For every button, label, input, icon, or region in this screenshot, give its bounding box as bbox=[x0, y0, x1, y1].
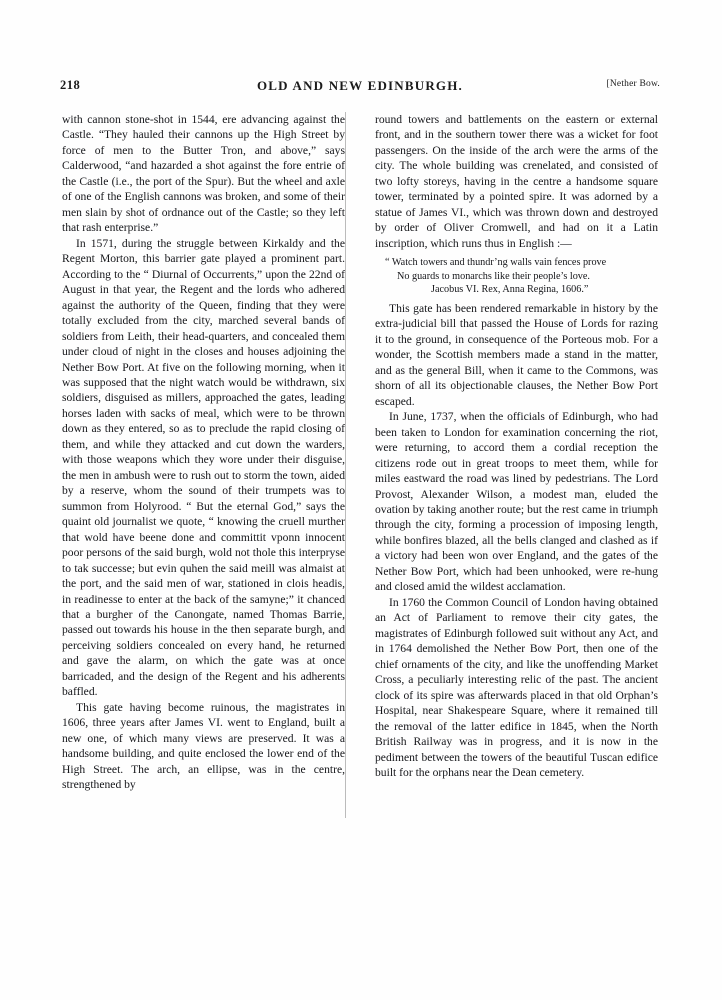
verse-line-2: No guards to monarchs like their people’s love. bbox=[397, 270, 590, 282]
running-title: OLD AND NEW EDINBURGH. bbox=[256, 78, 464, 93]
header-signature: [Nether Bow. bbox=[606, 79, 660, 89]
paragraph: This gate has been rendered remarkable in history by the extra-judicial bill that passed the House of Lords for razing it to the ground, in consequence of the Porteous mob. For a wonder, the Scottish members made a stand in the matter, and as the general Bill, when it came to the Commons, was shorn of all its objectionable clauses, the Nether Bow Port escaped. bbox=[375, 301, 658, 408]
paragraph: This gate having become ruinous, the magistrates in 1606, three years after James VI. went to England, built a new one, of which many views are preserved. It was a handsome building, and quite enclosed the lower end of the High Street. The arch, an ellipse, was in the centre, strengthened by bbox=[62, 700, 345, 792]
page-number: 218 bbox=[60, 78, 81, 92]
verse-line-1: “ Watch towers and thundr’ng walls vain fences prove bbox=[385, 257, 607, 269]
right-column bbox=[359, 112, 658, 793]
page-header bbox=[60, 78, 660, 96]
paragraph: In June, 1737, when the officials of Edinburgh, who had been taken to London for examination concerning the riot, were returning, to accord them a cordial reception the citizens rode out in great troops to meet them, while for miles eastward the road was lined by pedestrians. The Lord Provost, Alexander Wilson, a modest man, eluded the ovation by taking another route; but the rest came in triumph through the city, forming a procession of imposing length, while bonfires blazed, all the bells clanged and clashed as if a victory had been won over England, and the gates of the Nether Bow Port, which had been unhooked, were re-hung and closed amid the wildest acclamation. bbox=[375, 410, 658, 594]
left-column bbox=[62, 112, 359, 793]
paragraph: In 1760 the Common Council of London having obtained an Act of Parliament to remove their city gates, the magistrates of Edinburgh followed suit without any Act, and in 1764 demolished the Nether Bow Port, then one of the chief ornaments of the city, and like the unoffending Market Cross, a peculiarly interesting relic of the past. The ancient clock of its spire was afterwards placed in that old Orphan’s Hospital, near Shakespeare Square, where it remained till the removal of the latter edifice in 1845, when the North British Railway was in progress, and it is now in the pediment between the towers of the beautiful Tuscan edifice built for the orphans near the Dean cemetery. bbox=[375, 595, 658, 779]
paragraph: In 1571, during the struggle between Kirkaldy and the Regent Morton, this barrier gate played a prominent part. According to the “ Diurnal of Occurrents,” upon the 22nd of August in that year, the Regent and the lords who adhered against the authority of the Queen, finding that they were totally excluded from the city, marched several bands of soldiers from Leith, their head-quarters, and concealed them under cloud of night in the closes and houses adjoining the Nether Bow Port. At five on the following morning, when it was supposed that the night watch would be withdrawn, six soldiers, disguised as millers, approached the gates, leading horses laden with sacks of meal, which were to be thrown down as they entered, so as to preclude the rapid closing of them, and while they attacked and cut down the warders, with those weapons which they wore under their disguise, the men in ambush were to rush out to storm the town, aided by a reserve, whom the sound of their trumpets was to summon from Holyrood. “ But the eternal God,” says the quaint old journalist we quote, “ knowing the cruell murther that wold have beene done and committit vponn innocent poor persons of the said burgh, wold not thole this interpryse to tak successe; but evin quhen the said meill was almaist at the port, and the said men of war, stationed in clois headis, in readinesse to enter at the back of the samyne;” it chanced that a burgher of the Canongate, named Thomas Barrie, passed out towards his house in the then separate burgh, and perceiving soldiers concealed on every hand, he returned and gave the alarm, on which the gate was at once barricaded, and the design of the Regent and his adherents baffled. bbox=[62, 236, 345, 699]
paragraph: round towers and battlements on the eastern or external front, and in the southern tower there was a wicket for foot passengers. On the inside of the arch were the arms of the city. The whole building was crenelated, and consisted of two lofty storeys, having in the centre a handsome square tower, terminated by a pointed spire. It was adorned by a statue of James VI., which was thrown down and destroyed by order of Oliver Cromwell, and had on it a Latin inscription, which runs thus in English :— bbox=[375, 113, 658, 250]
verse-attribution: Jacobus VI. Rex, Anna Regina, 1606.” bbox=[431, 284, 589, 296]
body-columns bbox=[62, 112, 660, 793]
verse-block bbox=[375, 256, 658, 297]
paragraph: with cannon stone-shot in 1544, ere advancing against the Castle. “They hauled their cannons up the High Street by force of men to the Butter Tron, and above,” says Calderwood, “and hazarded a shot against the fore entrie of the Castle (i.e., the port of the Spur). But the wheel and axle of one of the English cannons was broken, and some of their men slain by shot of ordnance out of the Castle; so they left that rash enterprise.” bbox=[62, 113, 345, 235]
